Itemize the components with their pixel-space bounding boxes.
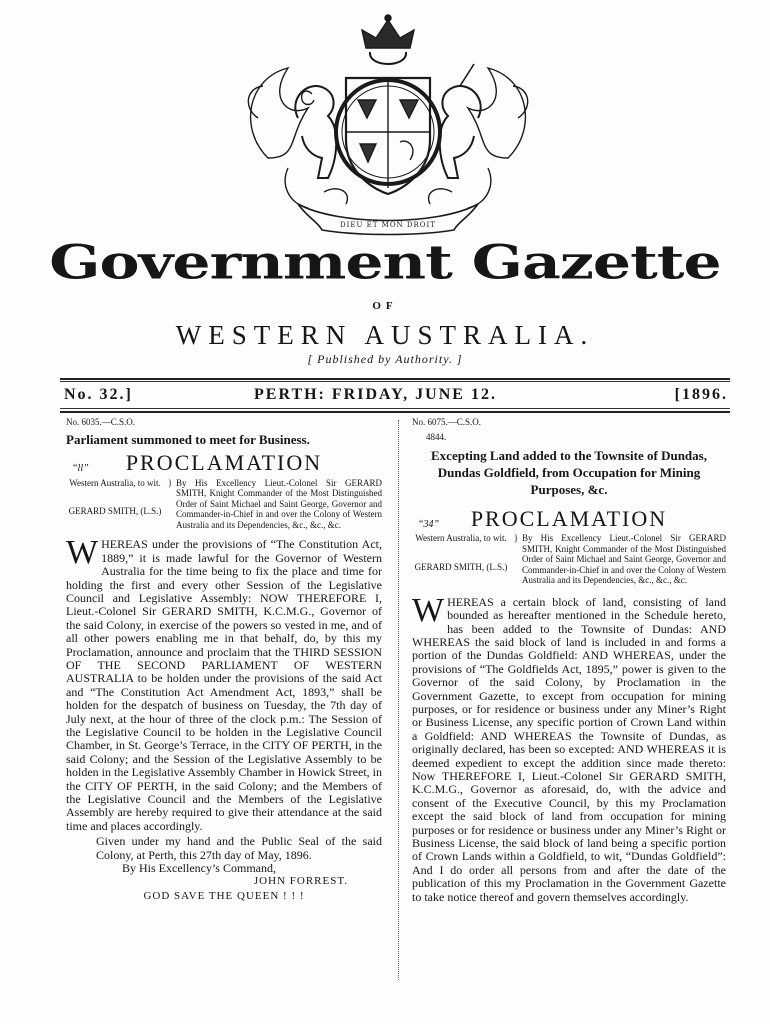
authority-place-block — [412, 533, 510, 586]
left-column — [66, 416, 382, 903]
masthead-rule-top — [60, 378, 730, 380]
signatory: JOHN FORREST. — [253, 875, 348, 888]
marginal-mark: “ll” — [72, 463, 89, 475]
proclamation-text: HEREAS under the provisions of “The Constitution Act, 1889,” it is made lawful for the Governor of Western Australia for the time being to fix the place and time for holding the first and every other Session of the Legislative Council and Legislative Assembly: NOW THEREFORE I, Lieut.-Colonel Sir GERARD SMITH, K.C.M.G., Governor of the said Colony, in exercise of the powers so vested in me, and of all other powers enabling me in that behalf, do, by this my Proclamation, announce and proclaim that the THIRD SESSION OF THE SECOND PARLIAMENT OF WESTERN AUSTRALIA to be holden under the provisions of the said Act and “The Constitution Act Amendment Act, 1893,” shall be holden for the despatch of business on Tuesday, the 7th day of July next, at the hour of three of the clock p.m.: The Session of the Legislative Council to be holden in the Legislative Council Chamber, in St. George’s Terrace, in the CITY OF PERTH, in the said Colony; and the Session of the Legislative Assembly to be holden in the Legislative Assembly Chamber in Howick Street, in the CITY OF PERTH, in the said Colony; and the Members of the Legislative Council and the Members of the Legislative Assembly are hereby required to give their attendance at the said time and places accordingly. — [66, 537, 382, 833]
proclamation-body — [66, 534, 382, 833]
marginal-mark: “34” — [418, 518, 440, 530]
drop-cap: W — [66, 534, 99, 572]
masthead-rule-bottom — [60, 411, 730, 413]
right-column — [412, 416, 726, 904]
brace-glyph: } — [167, 477, 173, 488]
masthead-rule-top-thin — [60, 381, 730, 382]
authority-place: Western Australia, to wit. — [415, 533, 507, 544]
authority-text: By His Excellency Lieut.-Colonel Sir GERARD SMITH, Knight Commander of the Most Distinguished Order of Saint Michael and Saint George, Governor and Commander-in-Chief in and over the Colony of Western Australia and its Dependencies, &c., &c., &c. — [176, 477, 382, 530]
authority-place: Western Australia, to wit. — [69, 477, 161, 488]
authority-block — [66, 478, 382, 531]
brace-glyph: } — [513, 533, 519, 544]
proclamation-title: PROCLAMATION — [125, 450, 323, 476]
excellency-command: By His Excellency’s Command, — [122, 861, 276, 876]
notice-reference: No. 6035.—C.S.O. — [66, 417, 136, 427]
given-under-hand: Given under my hand and the Public Seal of the said Colony, at Perth, this 27th day of May, 1896. — [96, 834, 382, 862]
gazette-state: WESTERN AUSTRALIA. — [175, 320, 595, 350]
drop-cap: W — [412, 591, 445, 629]
proclamation-heading — [66, 450, 382, 476]
issue-number: No. 32.] — [64, 386, 133, 403]
authority-block — [412, 533, 726, 586]
file-number: 4844. — [426, 432, 447, 443]
notice-headline: Parliament summoned to meet for Business. — [66, 432, 310, 448]
issue-line — [64, 386, 728, 408]
authority-place-block — [66, 478, 164, 531]
masthead-rule-bottom-thin — [60, 408, 730, 409]
proclamation-text: HEREAS a certain block of land, consisting of land bounded as hereafter mentioned in the Schedule hereto, has been added to the Townsite of Dundas: AND WHEREAS the said block of land is included in and forms a portion of the Dundas Goldfield: AND WHEREAS, under the provisions of “The Goldfields Act, 1895,” power is given to the Governor of the said Colony, by Proclamation in the Government Gazette, to except from occupation for mining purposes, or for residence or business under any Miner’s Right or Business License, any specific portion of Crown Land within a Goldfield: AND WHEREAS the Townsite of Dundas, as originally declared, has been so excepted: AND WHEREAS it is deemed expedient to except the addition since made thereto: Now THEREFORE I, Lieut.-Colonel Sir GERARD SMITH, K.C.M.G., Governor as aforesaid, do, with the advice and consent of the Executive Council, by this my Proclamation except the said block of land from occupation for mining purposes or for residence or business under any Miner’s Right or Business License, the said block of land being a specific portion of Crown Lands within a Goldfield, to wit, “Dundas Goldfield”: And I do order all persons from and after the date of the publication of this my Proclamation in the Government Gazette to take notice thereof and govern themselves accordingly. — [412, 594, 726, 904]
notice-headline: Excepting Land added to the Townsite of Dundas, Dundas Goldfield, from Occupation for Mining Purposes, &c. — [431, 447, 707, 497]
issue-year: [1896. — [674, 386, 728, 403]
god-save-the-queen: GOD SAVE THE QUEEN ! ! ! — [143, 889, 305, 902]
published-by-authority: [ Published by Authority. ] — [307, 352, 463, 366]
royal-coat-of-arms — [228, 8, 548, 240]
proclamation-title: PROCLAMATION — [470, 505, 668, 531]
proclamation-heading — [412, 505, 726, 531]
authority-text: By His Excellency Lieut.-Colonel Sir GERARD SMITH, Knight Commander of the Most Distinguished Order of Saint Michael and Saint George, Governor and Commander-in-Chief in and over the Colony of Western Australia and its Dependencies, &c., &c., &c. — [522, 533, 726, 586]
notice-reference: No. 6075.—C.S.O. — [412, 417, 482, 427]
gazette-title: Government Gazette — [49, 235, 721, 291]
governor-seal: GERARD SMITH, (L.S.) — [68, 506, 162, 517]
column-divider — [398, 420, 399, 980]
governor-seal: GERARD SMITH, (L.S.) — [414, 561, 508, 572]
issue-date: PERTH: FRIDAY, JUNE 12. — [254, 386, 497, 403]
crest-motto: DIEU ET MON DROIT — [340, 221, 436, 229]
proclamation-body — [412, 591, 726, 904]
gazette-of: OF — [372, 300, 398, 312]
